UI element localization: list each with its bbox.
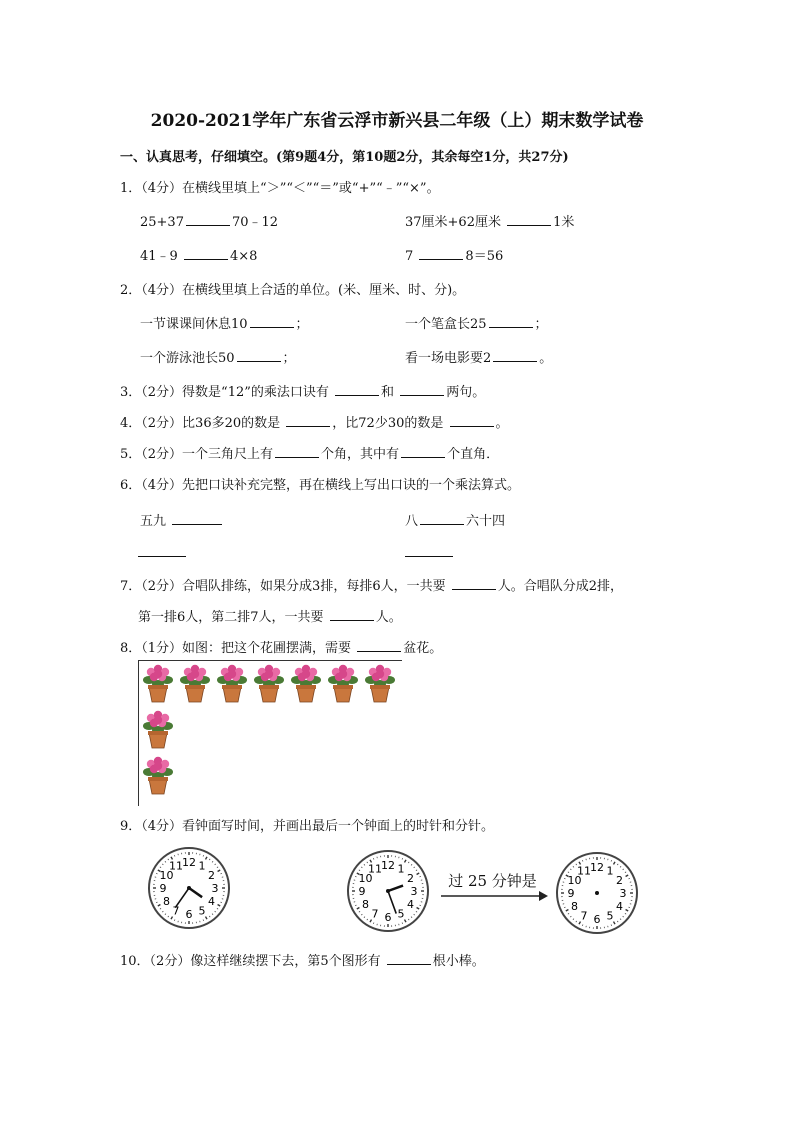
q10-post: 根小棒。 — [432, 954, 485, 969]
q1-a — [140, 211, 278, 230]
clock-number: 3 — [410, 885, 418, 898]
clock-face-1 — [144, 843, 234, 933]
clock-number: 9 — [567, 887, 575, 900]
q6-equation-blank-left[interactable] — [138, 544, 186, 557]
clock-number: 8 — [361, 898, 369, 911]
flower-pot-icon — [217, 665, 247, 702]
q4-pre: 4．（2分）比36多20的数是 — [120, 416, 281, 431]
clock-number: 9 — [159, 882, 167, 895]
clock-number: 9 — [358, 885, 366, 898]
clock-number: 7 — [371, 907, 379, 921]
clock-number: 7 — [172, 904, 180, 918]
answer-blank[interactable] — [507, 213, 551, 226]
q5-mid: 个角，其中有 — [321, 447, 400, 462]
arrow-label: 过 25 分钟是 — [448, 872, 537, 890]
q5-pre: 5．（2分）一个三角尺上有 — [120, 447, 274, 462]
answer-blank[interactable] — [493, 349, 537, 362]
section-heading: 一、认真思考，仔细填空。(第9题4分，第10题2分，其余每空1分，共27分) — [120, 150, 569, 165]
q4-mid: ，比72少30的数是 — [332, 416, 444, 431]
clock-number: 6 — [185, 908, 193, 921]
q3 — [120, 381, 485, 400]
answer-blank[interactable] — [186, 213, 230, 226]
clock-face-3[interactable] — [552, 848, 642, 938]
q1-d — [405, 245, 503, 264]
answer-blank[interactable] — [420, 512, 464, 525]
q10 — [120, 950, 485, 969]
q2-b-text: 一个笔盒长25 — [405, 317, 487, 332]
answer-blank[interactable] — [387, 952, 431, 965]
q6-equation-blank-right[interactable] — [405, 544, 453, 557]
answer-blank[interactable] — [357, 639, 401, 652]
q7-line2 — [138, 606, 402, 625]
q2-c — [140, 347, 296, 366]
q6-stem: 6．（4分）先把口诀补充完整，再在横线上写出口诀的一个乘法算式。 — [120, 478, 521, 493]
q1-c — [140, 245, 257, 264]
q6-right-post: 六十四 — [466, 514, 506, 529]
answer-blank[interactable] — [237, 349, 281, 362]
q2-stem: 2．（4分）在横线里填上合适的单位。(米、厘米、时、分)。 — [120, 283, 466, 298]
clock-number: 3 — [211, 882, 219, 895]
flower-pot-icon — [143, 711, 173, 748]
answer-blank[interactable] — [401, 445, 445, 458]
clock-number: 5 — [397, 907, 405, 921]
answer-blank[interactable] — [419, 247, 463, 260]
clock-number: 2 — [407, 872, 415, 885]
q1-b — [405, 211, 574, 230]
answer-blank[interactable] — [335, 383, 379, 396]
q7-line2-post: 人。 — [375, 610, 402, 625]
q1-c-right: 4×8 — [229, 249, 258, 264]
clock-number: 4 — [616, 900, 624, 913]
clock-number: 5 — [606, 909, 614, 923]
answer-blank[interactable] — [489, 315, 533, 328]
clock-number: 4 — [208, 895, 216, 908]
flower-pot-icon — [143, 757, 173, 794]
clock-number: 2 — [208, 869, 216, 882]
clock-number: 3 — [619, 887, 627, 900]
flower-pot-icon — [180, 665, 210, 702]
q2-d-text: 看一场电影要2 — [405, 351, 492, 366]
clock-number: 10 — [358, 872, 373, 885]
q1-stem: 1．（4分）在横线里填上“＞”“＜”“＝”或“+”“﹣”“×”。 — [120, 181, 440, 196]
q1-d-right: 8＝56 — [465, 249, 504, 264]
clock-number: 1 — [397, 862, 405, 876]
clock-number: 5 — [198, 904, 206, 918]
q2-b-end: ； — [534, 317, 548, 332]
clock-number: 10 — [567, 874, 582, 887]
q1-a-left: 25+37 — [140, 215, 184, 230]
q6-right — [405, 510, 505, 529]
q3-pre: 3．（2分）得数是“12”的乘法口诀有 — [120, 385, 329, 400]
clock-number: 1 — [606, 864, 614, 878]
clock-number: 11 — [169, 859, 183, 873]
flower-pot-icon — [143, 665, 173, 702]
q5 — [120, 443, 499, 462]
q2-c-end: ； — [282, 351, 296, 366]
arrow-icon — [441, 890, 549, 902]
q7-line2-pre: 第一排6人，第二排7人，一共要 — [138, 610, 324, 625]
clock-number: 10 — [159, 869, 174, 882]
clock-number: 11 — [577, 864, 591, 878]
clock-number: 6 — [384, 911, 392, 924]
q3-mid: 和 — [381, 385, 395, 400]
answer-blank[interactable] — [450, 414, 494, 427]
flower-pot-icon — [365, 665, 395, 702]
flower-bed-figure — [138, 660, 402, 806]
clock-face-2 — [343, 846, 433, 936]
answer-blank[interactable] — [184, 247, 228, 260]
q6-left-text: 五九 — [140, 514, 167, 529]
q2-d — [405, 347, 552, 366]
clock-number: 8 — [162, 895, 170, 908]
q6-left — [140, 510, 224, 529]
q7-line1-pre: 7．（2分）合唱队排练，如果分成3排，每排6人，一共要 — [120, 579, 446, 594]
clock-number: 1 — [198, 859, 206, 873]
q1-c-left: 41﹣9 — [140, 249, 178, 264]
answer-blank[interactable] — [172, 512, 222, 525]
q2-a-text: 一节课课间休息10 — [140, 317, 248, 332]
clock-number: 2 — [616, 874, 624, 887]
flower-pot-icon — [291, 665, 321, 702]
clock-number: 11 — [368, 862, 382, 876]
q9-stem: 9．（4分）看钟面写时间，并画出最后一个钟面上的时针和分针。 — [120, 819, 495, 834]
clock-number: 12 — [182, 856, 196, 869]
q2-d-end: 。 — [539, 351, 553, 366]
q1-a-right: 70﹣12 — [231, 215, 279, 230]
clock-number: 12 — [590, 861, 604, 874]
page-title: 2020-2021学年广东省云浮市新兴县二年级（上）期末数学试卷 — [150, 111, 644, 131]
q1-d-left: 7 — [405, 249, 414, 264]
q8-pre: 8．（1分）如图：把这个花圃摆满，需要 — [120, 641, 352, 656]
q7-line1-mid: 人。合唱队分成2排， — [497, 579, 624, 594]
q2-a-end: ； — [295, 317, 309, 332]
clock-number: 12 — [381, 859, 395, 872]
q7-line1 — [120, 575, 623, 594]
q1-b-left: 37厘米+62厘米 — [405, 215, 501, 230]
answer-blank[interactable] — [400, 383, 444, 396]
clock-number: 7 — [580, 909, 588, 923]
q4-post: 。 — [495, 416, 509, 431]
q8-post: 盆花。 — [403, 641, 443, 656]
q8 — [120, 637, 442, 656]
q2-c-text: 一个游泳池长50 — [140, 351, 235, 366]
answer-blank[interactable] — [286, 414, 330, 427]
q10-pre: 10．（2分）像这样继续摆下去，第5个图形有 — [120, 954, 381, 969]
answer-blank[interactable] — [330, 608, 374, 621]
clock-number: 4 — [407, 898, 415, 911]
answer-blank[interactable] — [250, 315, 294, 328]
q1-b-right: 1米 — [553, 215, 575, 230]
clock-number: 6 — [593, 913, 601, 926]
q3-post: 两句。 — [446, 385, 486, 400]
flower-pots — [138, 660, 402, 806]
q4 — [120, 412, 509, 431]
answer-blank[interactable] — [452, 577, 496, 590]
q2-a — [140, 313, 309, 332]
flower-pot-icon — [328, 665, 358, 702]
q2-b — [405, 313, 548, 332]
flower-pot-icon — [254, 665, 284, 702]
answer-blank[interactable] — [275, 445, 319, 458]
q5-post: 个直角． — [447, 447, 500, 462]
clock-number: 8 — [570, 900, 578, 913]
q6-right-pre: 八 — [405, 514, 419, 529]
